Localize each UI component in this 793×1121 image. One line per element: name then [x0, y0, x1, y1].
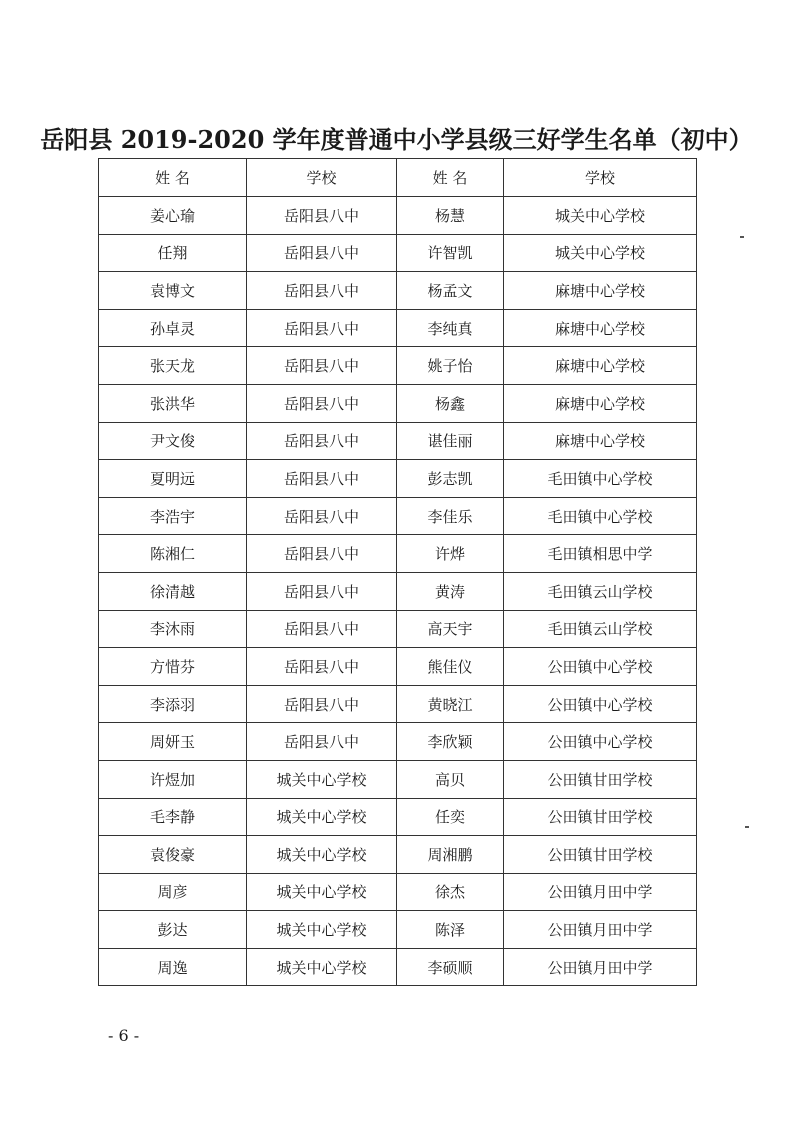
school-cell: 岳阳县八中 [247, 723, 397, 761]
school-cell: 毛田镇中心学校 [504, 460, 697, 498]
student-name-cell: 彭志凯 [397, 460, 504, 498]
school-cell: 岳阳县八中 [247, 384, 397, 422]
student-name-cell: 陈湘仁 [99, 535, 247, 573]
student-name-cell: 孙卓灵 [99, 309, 247, 347]
student-name-cell: 熊佳仪 [397, 648, 504, 686]
school-cell: 岳阳县八中 [247, 309, 397, 347]
school-cell: 毛田镇云山学校 [504, 610, 697, 648]
header-name-2: 姓 名 [397, 159, 504, 197]
student-name-cell: 方惜芬 [99, 648, 247, 686]
table-row [99, 197, 697, 235]
header-school-1: 学校 [247, 159, 397, 197]
school-cell: 公田镇甘田学校 [504, 798, 697, 836]
student-name-cell: 尹文俊 [99, 422, 247, 460]
table-row [99, 572, 697, 610]
table-row [99, 836, 697, 874]
student-name-cell: 姜心瑜 [99, 197, 247, 235]
school-cell: 岳阳县八中 [247, 572, 397, 610]
document-title: 岳阳县 2019-2020 学年度普通中小学县级三好学生名单（初中） [40, 125, 753, 154]
student-name-cell: 周湘鹏 [397, 836, 504, 874]
school-cell: 岳阳县八中 [247, 460, 397, 498]
table-row [99, 685, 697, 723]
school-cell: 公田镇中心学校 [504, 723, 697, 761]
student-name-cell: 周妍玉 [99, 723, 247, 761]
school-cell: 岳阳县八中 [247, 272, 397, 310]
school-cell: 麻塘中心学校 [504, 309, 697, 347]
scan-mark [745, 826, 749, 828]
student-name-cell: 高天宇 [397, 610, 504, 648]
table-row [99, 873, 697, 911]
school-cell: 岳阳县八中 [247, 347, 397, 385]
scan-mark [740, 236, 744, 238]
table-header-row [99, 159, 697, 197]
school-cell: 公田镇中心学校 [504, 648, 697, 686]
school-cell: 城关中心学校 [247, 948, 397, 986]
school-cell: 公田镇甘田学校 [504, 760, 697, 798]
school-cell: 城关中心学校 [504, 234, 697, 272]
school-cell: 岳阳县八中 [247, 234, 397, 272]
table-row [99, 610, 697, 648]
school-cell: 岳阳县八中 [247, 535, 397, 573]
student-name-cell: 李佳乐 [397, 497, 504, 535]
student-name-cell: 黄涛 [397, 572, 504, 610]
school-cell: 毛田镇中心学校 [504, 497, 697, 535]
student-name-cell: 毛李静 [99, 798, 247, 836]
honor-student-table [98, 158, 697, 986]
student-name-cell: 谌佳丽 [397, 422, 504, 460]
table-row [99, 384, 697, 422]
table-row [99, 347, 697, 385]
student-name-cell: 黄晓江 [397, 685, 504, 723]
student-name-cell: 周彦 [99, 873, 247, 911]
table-row [99, 648, 697, 686]
table-row [99, 798, 697, 836]
school-cell: 麻塘中心学校 [504, 347, 697, 385]
student-name-cell: 张天龙 [99, 347, 247, 385]
school-cell: 城关中心学校 [247, 873, 397, 911]
school-cell: 麻塘中心学校 [504, 384, 697, 422]
school-cell: 公田镇甘田学校 [504, 836, 697, 874]
school-cell: 岳阳县八中 [247, 422, 397, 460]
student-name-cell: 陈泽 [397, 911, 504, 949]
student-name-cell: 李添羽 [99, 685, 247, 723]
student-name-cell: 许煜加 [99, 760, 247, 798]
table-row [99, 911, 697, 949]
table-row [99, 760, 697, 798]
school-cell: 城关中心学校 [247, 760, 397, 798]
school-cell: 城关中心学校 [247, 836, 397, 874]
student-name-cell: 李浩宇 [99, 497, 247, 535]
student-name-cell: 杨孟文 [397, 272, 504, 310]
student-name-cell: 杨鑫 [397, 384, 504, 422]
student-name-cell: 徐杰 [397, 873, 504, 911]
student-name-cell: 袁俊豪 [99, 836, 247, 874]
school-cell: 岳阳县八中 [247, 648, 397, 686]
student-name-cell: 李纯真 [397, 309, 504, 347]
table-row [99, 272, 697, 310]
student-name-cell: 李沐雨 [99, 610, 247, 648]
student-name-cell: 张洪华 [99, 384, 247, 422]
student-name-cell: 李欣颖 [397, 723, 504, 761]
school-cell: 毛田镇相思中学 [504, 535, 697, 573]
school-cell: 岳阳县八中 [247, 685, 397, 723]
table-row [99, 309, 697, 347]
student-name-cell: 杨慧 [397, 197, 504, 235]
student-name-cell: 高贝 [397, 760, 504, 798]
table-row [99, 460, 697, 498]
student-name-cell: 任奕 [397, 798, 504, 836]
table-row [99, 535, 697, 573]
student-name-cell: 徐清越 [99, 572, 247, 610]
table-body [99, 197, 697, 986]
header-name-1: 姓 名 [99, 159, 247, 197]
school-cell: 岳阳县八中 [247, 197, 397, 235]
table-row [99, 234, 697, 272]
table-row [99, 497, 697, 535]
school-cell: 公田镇月田中学 [504, 911, 697, 949]
school-cell: 毛田镇云山学校 [504, 572, 697, 610]
school-cell: 公田镇月田中学 [504, 948, 697, 986]
table-row [99, 422, 697, 460]
table-row [99, 948, 697, 986]
school-cell: 岳阳县八中 [247, 497, 397, 535]
student-name-cell: 夏明远 [99, 460, 247, 498]
student-name-cell: 许智凯 [397, 234, 504, 272]
page-number: - 6 - [108, 1026, 140, 1045]
school-cell: 城关中心学校 [247, 911, 397, 949]
student-name-cell: 许烨 [397, 535, 504, 573]
student-name-cell: 彭达 [99, 911, 247, 949]
header-school-2: 学校 [504, 159, 697, 197]
school-cell: 岳阳县八中 [247, 610, 397, 648]
student-name-cell: 任翔 [99, 234, 247, 272]
school-cell: 麻塘中心学校 [504, 422, 697, 460]
school-cell: 公田镇中心学校 [504, 685, 697, 723]
school-cell: 麻塘中心学校 [504, 272, 697, 310]
student-name-cell: 姚子怡 [397, 347, 504, 385]
school-cell: 城关中心学校 [247, 798, 397, 836]
school-cell: 公田镇月田中学 [504, 873, 697, 911]
student-name-cell: 周逸 [99, 948, 247, 986]
student-name-cell: 袁博文 [99, 272, 247, 310]
table-row [99, 723, 697, 761]
student-name-cell: 李硕顺 [397, 948, 504, 986]
school-cell: 城关中心学校 [504, 197, 697, 235]
